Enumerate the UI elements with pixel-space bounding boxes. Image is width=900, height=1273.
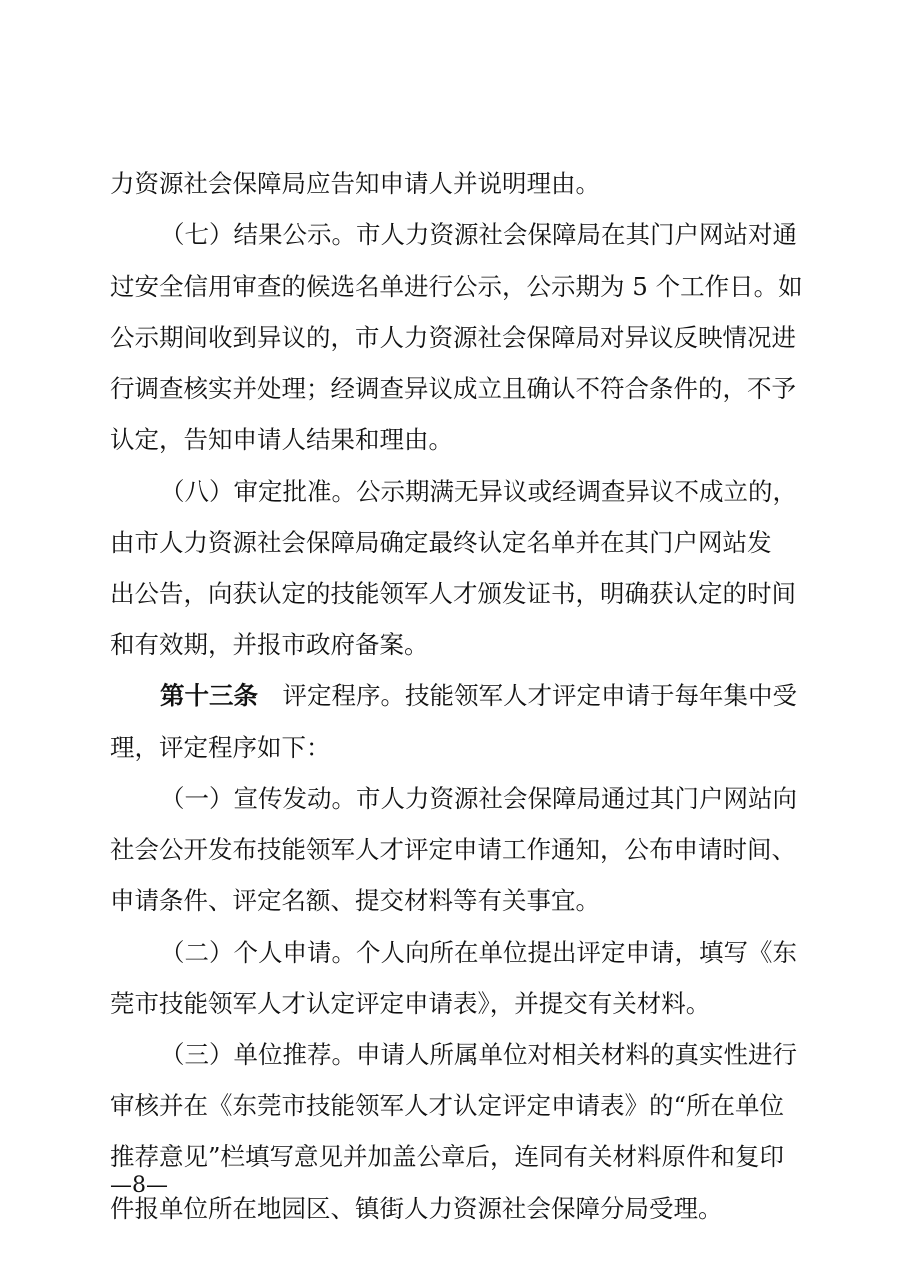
article-text: 评定程序。技能领军人才评定申请于每年集中受 [258,681,797,710]
text-line: 由市人力资源社会保障局确定最终认定名单并在其门户网站发 [110,528,772,557]
text-line: 推荐意见”栏填写意见并加盖公章后，连同有关材料原件和复印 [110,1142,785,1171]
text-line: 审核并在《东莞市技能领军人才认定评定申请表》的“所在单位 [110,1091,785,1120]
text-line: 力资源社会保障局应告知申请人并说明理由。 [110,169,600,198]
text-line: （二）个人申请。个人向所在单位提出评定申请，填写《东 [160,938,797,967]
text-line: 认定，告知申请人结果和理由。 [110,425,453,454]
text-line: 出公告，向获认定的技能领军人才颁发证书，明确获认定的时间 [110,579,796,608]
article-heading-line [160,672,797,720]
text-line: （三）单位推荐。申请人所属单位对相关材料的真实性进行 [160,1040,797,1069]
text-line: 理，评定程序如下： [110,733,331,762]
text-line: 件报单位所在地园区、镇街人力资源社会保障分局受理。 [110,1194,723,1223]
text-line: 行调查核实并处理；经调查异议成立且确认不符合条件的，不予 [110,374,796,403]
text-line: （八）审定批准。公示期满无异议或经调查异议不成立的， [160,477,797,506]
text-line: 和有效期，并报市政府备案。 [110,630,429,659]
text-line: 过安全信用审查的候选名单进行公示，公示期为 5 个工作日。如 [110,272,803,301]
text-line: 公示期间收到异议的，市人力资源社会保障局对异议反映情况进 [110,323,796,352]
page-number: —8— [110,1173,168,1198]
text-line: 申请条件、评定名额、提交材料等有关事宜。 [110,886,600,915]
text-line: 莞市技能领军人才认定评定申请表》，并提交有关材料。 [110,989,711,1018]
article-number: 第十三条 [160,681,258,710]
text-line: （七）结果公示。市人力资源社会保障局在其门户网站对通 [160,220,797,249]
text-line: （一）宣传发动。市人力资源社会保障局通过其门户网站向 [160,784,797,813]
text-line: 社会公开发布技能领军人才评定申请工作通知，公布申请时间、 [110,835,796,864]
